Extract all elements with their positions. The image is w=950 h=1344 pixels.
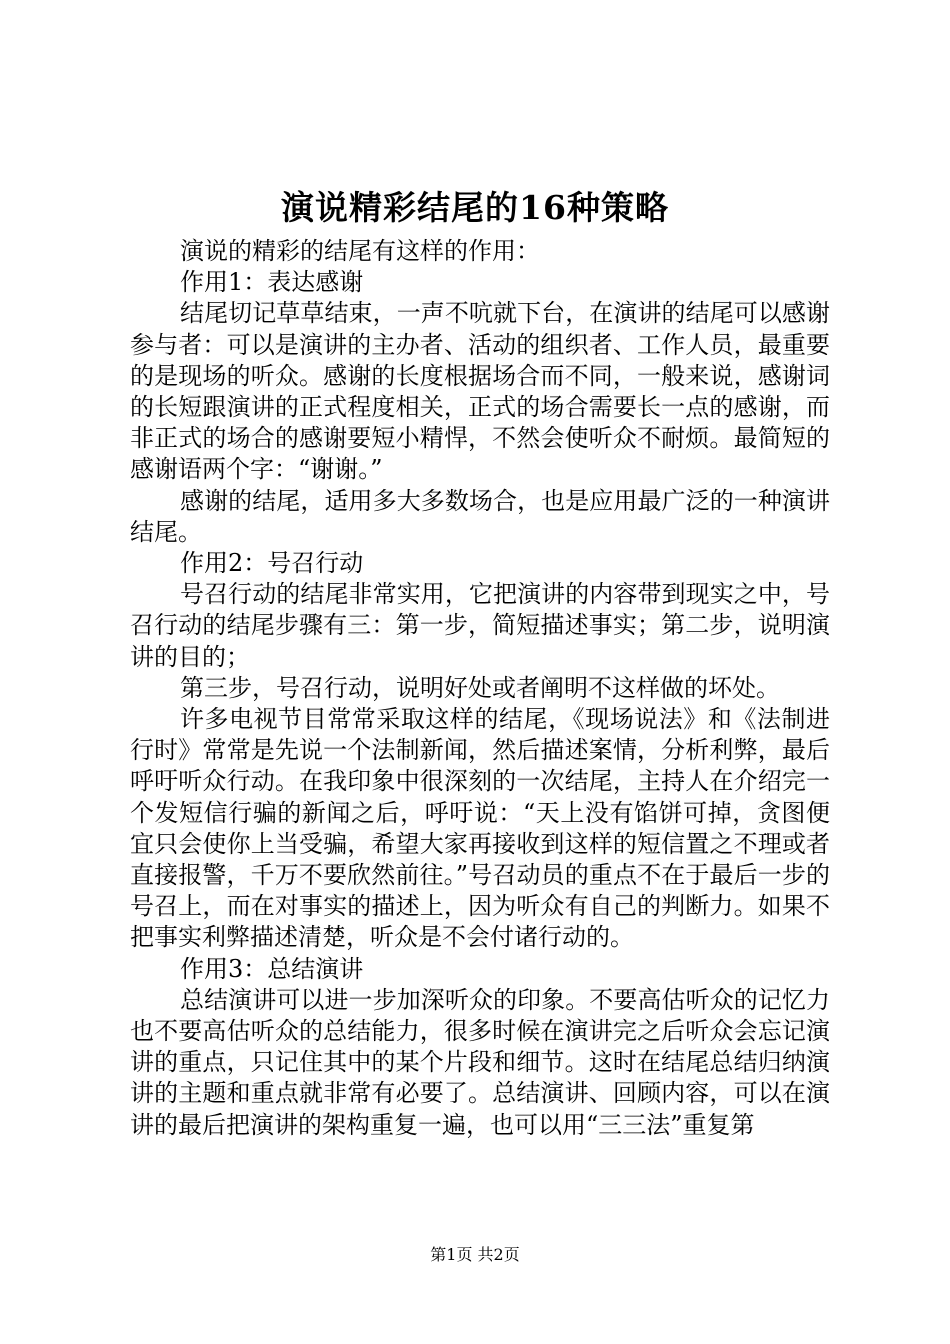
paragraph: 许多电视节目常常采取这样的结尾，《现场说法》和《法制进行时》常常是先说一个法制新闻，然后描述案情，分析利弊，最后呼吁听众行动。在我印象中很深刻的一次结尾，主持人在介绍完一个发短信行骗的新闻之后，呼吁说：“天上没有馅饼可掉，贪图便宜只会使你上当受骗，希望大家再接收到这样的短信置之不理或者直接报警，千万不要欣然前往。”号召动员的重点不在于最后一步的号召上，而在对事实的描述上，因为听众有自己的判断力。如果不把事实利弊描述清楚，听众是不会付诸行动的。 — [130, 705, 830, 952]
section-heading: 作用1：表达感谢 — [180, 268, 364, 297]
page-footer: 第1页 共2页 — [430, 1245, 520, 1264]
paragraph: 感谢的结尾，适用多大多数场合，也是应用最广泛的一种演讲结尾。 — [130, 486, 830, 546]
document-body — [130, 236, 830, 1141]
section-heading: 作用3：总结演讲 — [180, 954, 364, 983]
paragraph: 结尾切记草草结束，一声不吭就下台，在演讲的结尾可以感谢参与者：可以是演讲的主办者、活动的组织者、工作人员，最重要的是现场的听众。感谢的长度根据场合而不同，一般来说，感谢词的长短跟演讲的正式程度相关，正式的场合需要长一点的感谢，而非正式的场合的感谢要短小精悍，不然会使听众不耐烦。最简短的感谢语两个字：“谢谢。” — [130, 299, 830, 484]
paragraph: 号召行动的结尾非常实用，它把演讲的内容带到现实之中，号召行动的结尾步骤有三：第一步，简短描述事实；第二步，说明演讲的目的； — [130, 580, 830, 671]
paragraph: 总结演讲可以进一步加深听众的印象。不要高估听众的记忆力也不要高估听众的总结能力，很多时候在演讲完之后听众会忘记演讲的重点，只记住其中的某个片段和细节。这时在结尾总结归纳演讲的主题和重点就非常有必要了。总结演讲、回顾内容，可以在演讲的最后把演讲的架构重复一遍，也可以用“三三法”重复第 — [130, 985, 830, 1139]
paragraph: 第三步，号召行动，说明好处或者阐明不这样做的坏处。 — [180, 673, 780, 702]
document-title: 演说精彩结尾的16种策略 — [281, 188, 669, 227]
section-heading: 作用2：号召行动 — [180, 549, 364, 578]
paragraph: 演说的精彩的结尾有这样的作用： — [180, 237, 540, 265]
